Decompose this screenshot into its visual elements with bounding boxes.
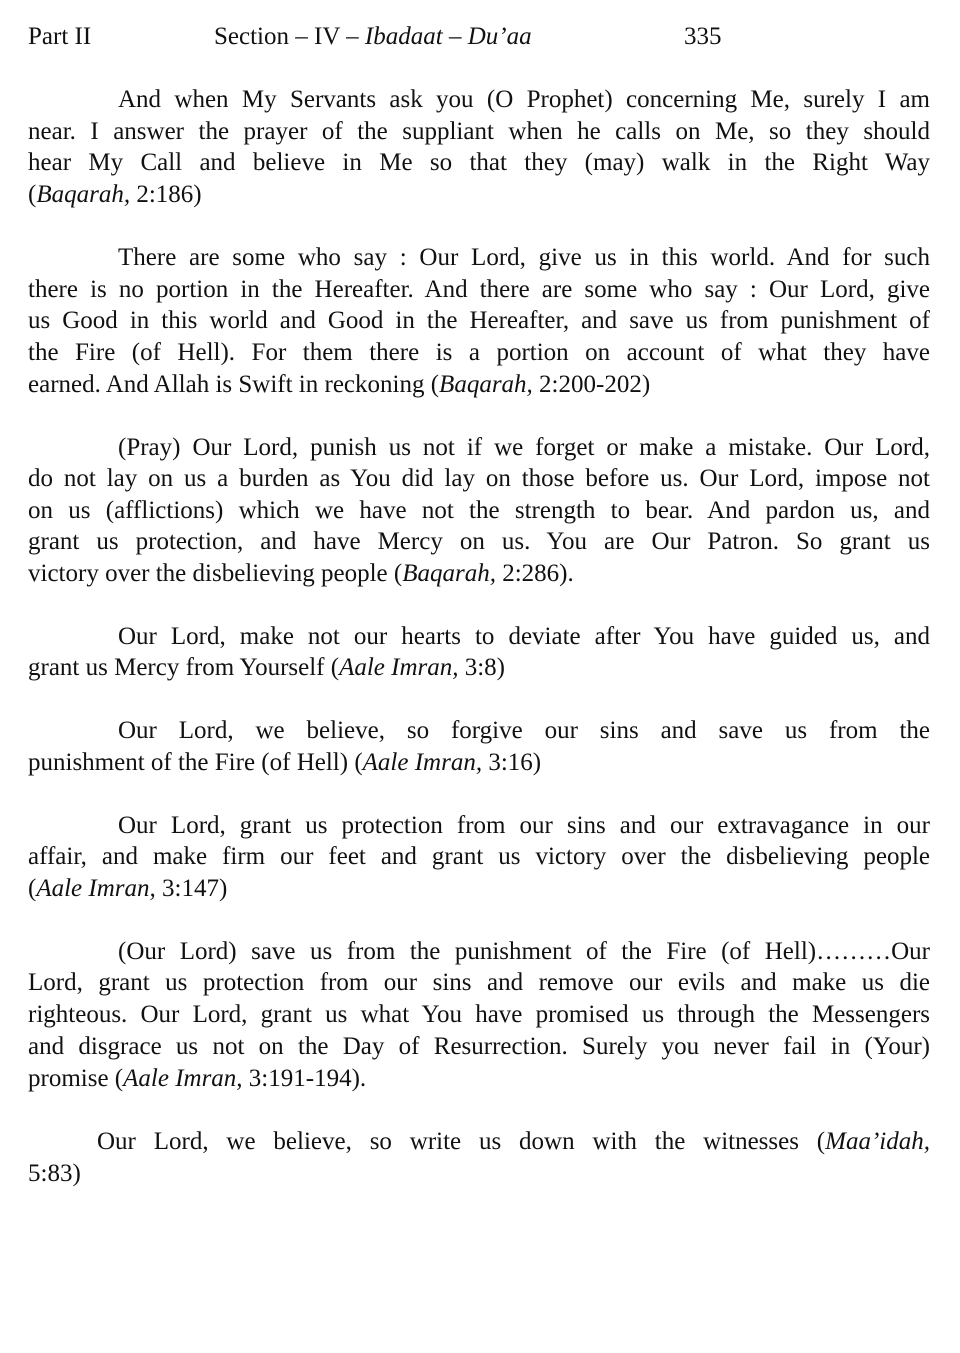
paragraph-line bbox=[118, 243, 930, 273]
text-segment: us Good in this world and Good in the Hereafter, and save us from punishment of bbox=[28, 307, 930, 334]
paragraph-line bbox=[118, 811, 930, 841]
citation-source: Baqarah, bbox=[402, 560, 496, 587]
text-segment: affair, and make firm our feet and grant us victory over the disbelieving people bbox=[28, 843, 930, 870]
paragraph-line bbox=[28, 370, 930, 400]
text-segment: hear My Call and believe in Me so that they (may) walk in the Right Way bbox=[28, 149, 930, 176]
paragraph-line bbox=[28, 748, 930, 778]
paragraph-line bbox=[28, 1000, 930, 1030]
text-segment: 5:83) bbox=[28, 1160, 81, 1187]
text-segment: 3:147) bbox=[155, 875, 228, 902]
text-segment: punishment of the Fire (of Hell) ( bbox=[28, 749, 363, 776]
paragraph-line bbox=[97, 1127, 930, 1157]
text-segment: do not lay on us a burden as You did lay on those before us. Our Lord, impose not bbox=[28, 465, 930, 492]
paragraph-line bbox=[28, 1064, 930, 1094]
text-segment: Our Lord, grant us protection from our sins and our extravagance in our bbox=[118, 812, 930, 839]
text-segment: victory over the disbelieving people ( bbox=[28, 560, 403, 587]
header-section-title: Ibadaat – Du’aa bbox=[364, 23, 532, 50]
paragraph-line bbox=[118, 937, 930, 967]
text-segment: 2:186) bbox=[130, 181, 202, 208]
paragraph-line bbox=[28, 338, 930, 368]
citation-source: Aale Imran, bbox=[123, 1065, 243, 1092]
text-segment: ( bbox=[28, 181, 37, 208]
paragraph-line bbox=[28, 842, 930, 872]
header-section bbox=[214, 22, 532, 52]
text-segment: 3:8) bbox=[458, 654, 506, 681]
text-segment: 2:286). bbox=[495, 560, 574, 587]
text-segment: on us (afflictions) which we have not the strength to bear. And pardon us, and bbox=[28, 497, 930, 524]
text-segment: promise ( bbox=[28, 1065, 124, 1092]
text-segment: grant us Mercy from Yourself ( bbox=[28, 654, 340, 681]
paragraph-line bbox=[28, 496, 930, 526]
header-section-prefix: Section – IV – bbox=[214, 23, 365, 50]
citation-source: Aale Imran, bbox=[36, 875, 156, 902]
text-segment: There are some who say : Our Lord, give us in this world. And for such bbox=[118, 244, 930, 271]
text-segment: and disgrace us not on the Day of Resurrection. Surely you never fail in (Your) bbox=[28, 1033, 930, 1060]
text-segment: And when My Servants ask you (O Prophet) concerning Me, surely I am bbox=[118, 86, 930, 113]
citation-source: Baqarah, bbox=[36, 181, 131, 208]
citation-source: Baqarah, bbox=[439, 371, 533, 398]
paragraph-line bbox=[28, 275, 930, 305]
text-segment: near. I answer the prayer of the suppliant when he calls on Me, so they should bbox=[28, 118, 930, 145]
text-segment: earned. And Allah is Swift in reckoning ( bbox=[28, 371, 440, 398]
header-part: Part II bbox=[28, 23, 92, 50]
paragraph-line bbox=[28, 148, 930, 178]
text-segment: Our Lord, we believe, so write us down with the witnesses ( bbox=[97, 1128, 826, 1155]
paragraph-line bbox=[28, 1032, 930, 1062]
text-segment: (Our Lord) save us from the punishment of the Fire (of Hell)………Our bbox=[118, 938, 930, 965]
citation-source: Maa’idah, bbox=[825, 1128, 930, 1155]
paragraph-line bbox=[28, 117, 930, 147]
text-segment: 2:200-202) bbox=[532, 371, 651, 398]
text-segment: 3:16) bbox=[482, 749, 542, 776]
text-segment: Lord, grant us protection from our sins and remove our evils and make us die bbox=[28, 969, 930, 996]
text-segment: (Pray) Our Lord, punish us not if we forget or make a mistake. Our Lord, bbox=[118, 434, 930, 461]
text-segment: the Fire (of Hell). For them there is a portion on account of what they have bbox=[28, 339, 930, 366]
paragraph-line bbox=[28, 527, 930, 557]
paragraph-line bbox=[118, 716, 930, 746]
text-segment: 3:191-194). bbox=[242, 1065, 367, 1092]
text-segment: Our Lord, we believe, so forgive our sins and save us from the bbox=[118, 717, 930, 744]
paragraph-line bbox=[28, 1159, 930, 1189]
paragraph-line bbox=[28, 874, 930, 904]
paragraph-line bbox=[28, 559, 930, 589]
citation-source: Aale Imran, bbox=[362, 749, 483, 776]
text-segment: righteous. Our Lord, grant us what You have promised us through the Messengers bbox=[28, 1001, 930, 1028]
text-segment: there is no portion in the Hereafter. And there are some who say : Our Lord, give bbox=[28, 276, 930, 303]
paragraph-line bbox=[28, 180, 930, 210]
paragraph-line bbox=[28, 464, 930, 494]
paragraph-line bbox=[118, 85, 930, 115]
text-segment: ( bbox=[28, 875, 37, 902]
citation-source: Aale Imran, bbox=[339, 654, 459, 681]
paragraph-line bbox=[28, 653, 930, 683]
paragraph-line bbox=[118, 433, 930, 463]
page-number: 335 bbox=[684, 23, 722, 50]
text-segment: grant us protection, and have Mercy on us. You are Our Patron. So grant us bbox=[28, 528, 930, 555]
paragraph-line bbox=[28, 968, 930, 998]
paragraph-line bbox=[28, 306, 930, 336]
text-segment: Our Lord, make not our hearts to deviate after You have guided us, and bbox=[118, 623, 930, 650]
paragraph-line bbox=[118, 622, 930, 652]
